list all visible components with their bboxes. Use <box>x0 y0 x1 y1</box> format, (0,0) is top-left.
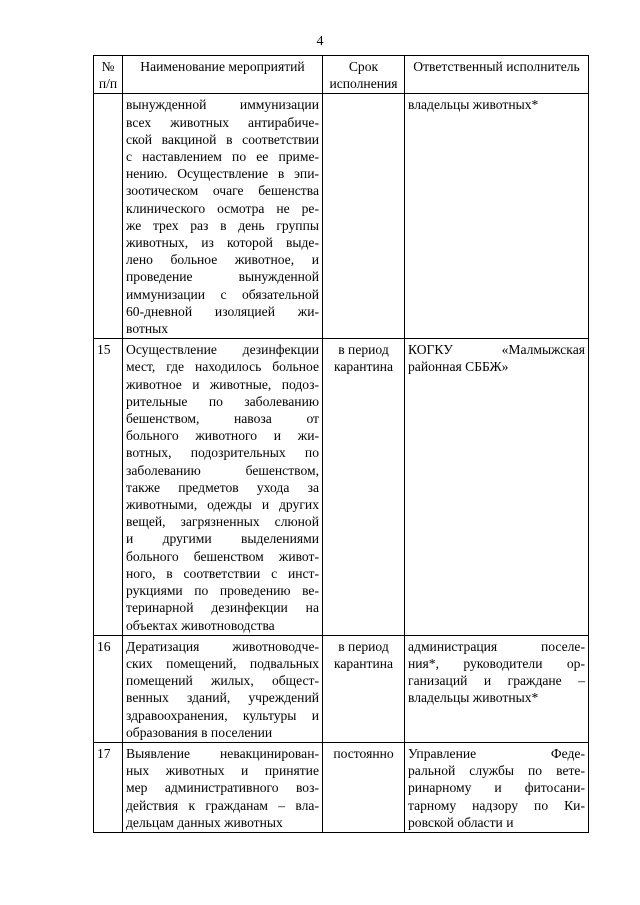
text-line: владельцы животных* <box>408 97 539 113</box>
header-name: Наименование мероприятий <box>123 56 323 94</box>
page-number: 4 <box>316 34 324 49</box>
text-line: администрация поселе- <box>408 638 585 654</box>
text-line: лено больное животное, и <box>126 252 319 268</box>
text-line: ровской области и <box>408 814 514 830</box>
text-line: рительные по заболеванию <box>126 393 319 409</box>
header-term: Срок исполнения <box>323 56 405 94</box>
deadline <box>323 742 405 832</box>
measure-name <box>123 742 323 832</box>
text-line: рукциями по проведению ве- <box>126 583 319 599</box>
text-line: помещений жилых, общест- <box>126 673 319 689</box>
measure-name <box>123 94 323 339</box>
text-line: бешенством, навоза от <box>126 411 319 427</box>
text-line: больного животного и жи- <box>126 428 319 444</box>
text-line: животных, из которой выде- <box>126 235 319 251</box>
text-line: владельцы животных* <box>408 690 539 706</box>
measure-name <box>123 339 323 635</box>
text-line: вещей, загрязненных слюной <box>126 514 319 530</box>
text-line: районная СББЖ» <box>408 359 509 375</box>
responsible-executor <box>405 635 589 742</box>
text-line: проведение вынужденной <box>126 269 319 285</box>
text-line: венных зданий, учреждений <box>126 690 319 706</box>
table-row <box>94 742 589 832</box>
deadline <box>323 635 405 742</box>
text-line: ного, в соответствии с инст- <box>126 565 319 581</box>
responsible-executor <box>405 742 589 832</box>
deadline <box>323 339 405 635</box>
row-number: 17 <box>94 742 123 832</box>
text-line: ганизаций и граждане – <box>408 673 585 689</box>
header-responsible: Ответственный исполнитель <box>405 56 589 94</box>
text-line: заболеванию бешенством, <box>126 462 319 478</box>
text-line: зоотическом очаге бешенства <box>126 183 319 199</box>
row-number: 16 <box>94 635 123 742</box>
text-line: здравоохранения, культуры и <box>126 707 319 723</box>
text-line: вотных, подозрительных по <box>126 445 319 461</box>
text-line: Осуществление дезинфекции <box>126 342 319 358</box>
text-line: Управление Феде- <box>408 745 585 761</box>
text-line: в период <box>338 638 389 654</box>
measures-table <box>93 55 589 833</box>
text-line: же трех раз в день группы <box>126 217 319 233</box>
header-num: № п/п <box>94 56 123 94</box>
text-line: животное и животные, подоз- <box>126 376 319 392</box>
text-line: карантина <box>333 359 394 375</box>
row-number <box>94 94 123 339</box>
text-line: вотных <box>126 321 169 337</box>
text-line: объектах животноводства <box>126 617 275 633</box>
text-line: ных животных и принятие <box>126 763 319 779</box>
text-line: нению. Осуществление в эпи- <box>126 166 319 182</box>
text-line: с наставлением по ее приме- <box>126 149 319 165</box>
text-line: карантина <box>333 655 394 671</box>
text-line: действия к гражданам – вла- <box>126 797 319 813</box>
table-header-row <box>94 56 589 94</box>
responsible-executor <box>405 339 589 635</box>
text-line: Дератизация животноводче- <box>126 638 319 654</box>
text-line: мест, где находилось больное <box>126 359 319 375</box>
text-line: 60-дневной изоляцией жи- <box>126 303 319 319</box>
text-line: ской вакциной в соответствии <box>126 131 319 147</box>
text-line: животными, одежды и других <box>126 497 319 513</box>
text-line: образования в поселении <box>126 724 273 740</box>
text-line: иммунизации с обязательной <box>126 286 319 302</box>
text-line: и другими выделениями <box>126 531 319 547</box>
text-line: тарному надзору по Ки- <box>408 797 585 813</box>
deadline <box>323 94 405 339</box>
table-row <box>94 94 589 339</box>
text-line: ринарному и фитосани- <box>408 780 585 796</box>
text-line: постоянно <box>333 745 394 761</box>
row-number: 15 <box>94 339 123 635</box>
table-row <box>94 635 589 742</box>
table-body <box>94 94 589 833</box>
text-line: Выявление невакцинирован- <box>126 745 319 761</box>
measure-name <box>123 635 323 742</box>
text-line: больного бешенством живот- <box>126 548 319 564</box>
text-line: теринарной дезинфекции на <box>126 600 319 616</box>
text-line: КОГКУ «Малмыжская <box>408 342 585 358</box>
text-line: всех животных антирабиче- <box>126 114 319 130</box>
table-row <box>94 339 589 635</box>
text-line: в период <box>338 342 389 358</box>
text-line: клинического осмотра не ре- <box>126 200 319 216</box>
text-line: ских помещений, подвальных <box>126 655 319 671</box>
text-line: мер административного воз- <box>126 780 319 796</box>
text-line: также предметов ухода за <box>126 479 319 495</box>
text-line: ния*, руководители ор- <box>408 655 585 671</box>
text-line: вынужденной иммунизации <box>126 97 319 113</box>
text-line: дельцам данных животных <box>126 814 283 830</box>
responsible-executor <box>405 94 589 339</box>
text-line: ральной службы по вете- <box>408 763 585 779</box>
